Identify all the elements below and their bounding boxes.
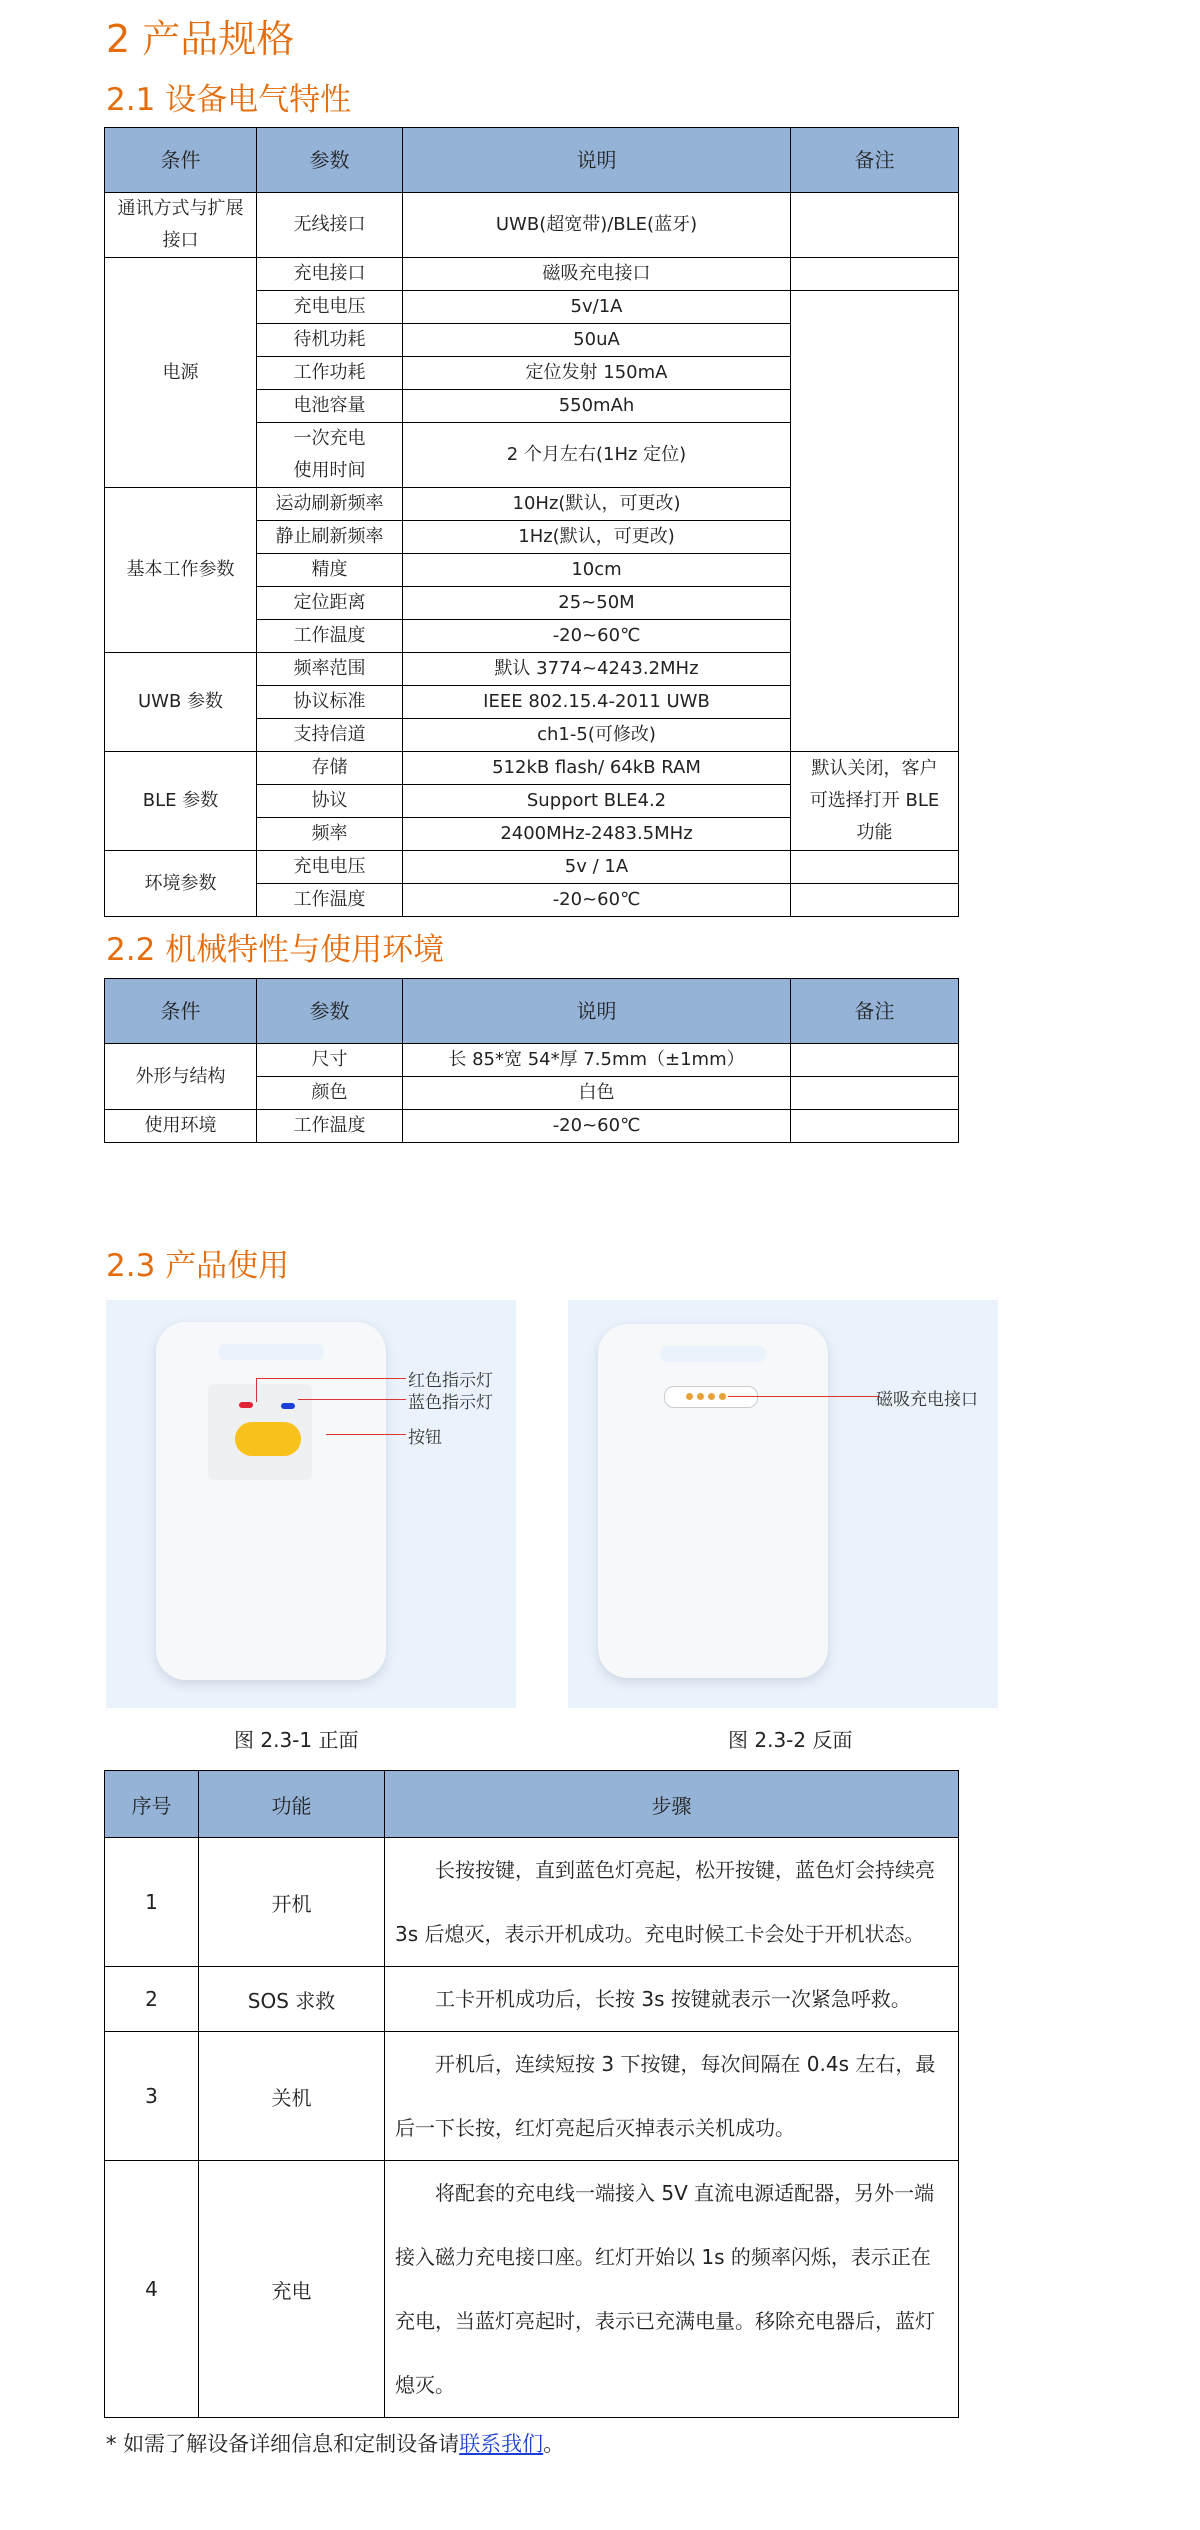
param-cell: 充电接口 [257, 258, 403, 291]
value-cell: 10cm [403, 554, 791, 587]
value-cell: 2 个月左右(1Hz 定位) [403, 423, 791, 488]
table-header-row [105, 979, 959, 1044]
header-description: 说明 [403, 128, 791, 193]
section-heading: 2 产品规格 [106, 17, 295, 61]
value-cell: 2400MHz-2483.5MHz [403, 818, 791, 851]
step-number: 2 [105, 1967, 199, 2032]
param-cell: 静止刷新频率 [257, 521, 403, 554]
table-header-row [105, 128, 959, 193]
remark-cell [791, 1110, 959, 1143]
red-led-label: 红色指示灯 [408, 1371, 493, 1391]
param-cell: 协议标准 [257, 686, 403, 719]
value-cell: IEEE 802.15.4-2011 UWB [403, 686, 791, 719]
front-view-image [106, 1300, 516, 1708]
param-cell: 存储 [257, 752, 403, 785]
header-number: 序号 [105, 1771, 199, 1838]
param-cell: 协议 [257, 785, 403, 818]
header-description: 说明 [403, 979, 791, 1044]
remark-cell [791, 291, 959, 752]
category-cell: 外形与结构 [105, 1044, 257, 1110]
step-text: 长按按键，直到蓝色灯亮起，松开按键，蓝色灯会持续亮3s 后熄灭，表示开机成功。充电时候工卡会处于开机状态。 [385, 1838, 959, 1967]
step-number: 3 [105, 2032, 199, 2161]
header-condition: 条件 [105, 128, 257, 193]
category-cell: 通讯方式与扩展接口 [105, 193, 257, 258]
step-number: 1 [105, 1838, 199, 1967]
value-cell: 5v/1A [403, 291, 791, 324]
value-cell: -20~60℃ [403, 1110, 791, 1143]
remark-cell [791, 193, 959, 258]
power-button[interactable] [235, 1422, 301, 1456]
value-cell: Support BLE4.2 [403, 785, 791, 818]
param-cell: 充电电压 [257, 851, 403, 884]
param-cell: 尺寸 [257, 1044, 403, 1077]
step-text: 将配套的充电线一端接入 5V 直流电源适配器，另外一端接入磁力充电接口座。红灯开始以 1s 的频率闪烁，表示正在充电，当蓝灯亮起时，表示已充满电量。移除充电器后，蓝灯熄灭。 [385, 2161, 959, 2418]
category-cell: 使用环境 [105, 1110, 257, 1143]
value-cell: -20~60℃ [403, 620, 791, 653]
table-row [105, 258, 959, 291]
callout-line [326, 1434, 406, 1435]
value-cell: 25~50M [403, 587, 791, 620]
remark-cell [791, 851, 959, 884]
remark-cell [791, 1044, 959, 1077]
header-condition: 条件 [105, 979, 257, 1044]
usage-steps-table [104, 1770, 959, 2418]
value-cell: 550mAh [403, 390, 791, 423]
table-row [105, 2032, 959, 2161]
lanyard-slot [660, 1346, 766, 1362]
section-2-3-title: 2.3 产品使用 [106, 1248, 290, 1284]
table-row [105, 1838, 959, 1967]
value-cell: 5v / 1A [403, 851, 791, 884]
back-caption: 图 2.3-2 反面 [728, 1728, 853, 1752]
value-cell: -20~60℃ [403, 884, 791, 917]
param-cell: 运动刷新频率 [257, 488, 403, 521]
param-cell: 颜色 [257, 1077, 403, 1110]
category-cell: 电源 [105, 258, 257, 488]
step-function: SOS 求救 [199, 1967, 385, 2032]
table-row [105, 851, 959, 884]
footnote-suffix: 。 [543, 2432, 565, 2456]
pin-icon [697, 1393, 704, 1400]
callout-line [256, 1378, 257, 1402]
header-remark: 备注 [791, 128, 959, 193]
step-text: 工卡开机成功后，长按 3s 按键就表示一次紧急呼救。 [385, 1967, 959, 2032]
step-function: 关机 [199, 2032, 385, 2161]
param-cell: 无线接口 [257, 193, 403, 258]
value-cell: 512kB flash/ 64kB RAM [403, 752, 791, 785]
mechanical-spec-table [104, 978, 959, 1143]
param-cell: 频率范围 [257, 653, 403, 686]
table-header-row [105, 1771, 959, 1838]
step-function: 开机 [199, 1838, 385, 1967]
param-cell: 定位距离 [257, 587, 403, 620]
category-cell: BLE 参数 [105, 752, 257, 851]
footnote [106, 2428, 564, 2458]
param-cell: 支持信道 [257, 719, 403, 752]
category-cell: 基本工作参数 [105, 488, 257, 653]
blue-led-icon [281, 1403, 295, 1409]
table-row [105, 1967, 959, 2032]
header-steps: 步骤 [385, 1771, 959, 1838]
table-row [105, 1044, 959, 1077]
step-text: 开机后，连续短按 3 下按键，每次间隔在 0.4s 左右，最后一下长按，红灯亮起后灭掉表示关机成功。 [385, 2032, 959, 2161]
front-caption: 图 2.3-1 正面 [234, 1728, 359, 1752]
param-cell: 工作温度 [257, 884, 403, 917]
button-label: 按钮 [408, 1428, 442, 1448]
param-cell: 精度 [257, 554, 403, 587]
table-row [105, 752, 959, 785]
header-remark: 备注 [791, 979, 959, 1044]
footnote-text: * 如需了解设备详细信息和定制设备请 [106, 2432, 460, 2456]
value-cell: 50uA [403, 324, 791, 357]
value-cell: 1Hz(默认，可更改) [403, 521, 791, 554]
pin-icon [686, 1393, 693, 1400]
remark-cell [791, 884, 959, 917]
param-cell: 一次充电使用时间 [257, 423, 403, 488]
table-row [105, 1110, 959, 1143]
section-2-1-title: 2.1 设备电气特性 [106, 82, 352, 118]
blue-led-label: 蓝色指示灯 [408, 1393, 493, 1413]
card-back [598, 1324, 828, 1678]
remark-cell: 默认关闭，客户可选择打开 BLE 功能 [791, 752, 959, 851]
value-cell: 定位发射 150mA [403, 357, 791, 390]
param-cell: 频率 [257, 818, 403, 851]
param-cell: 工作功耗 [257, 357, 403, 390]
header-function: 功能 [199, 1771, 385, 1838]
value-cell: 白色 [403, 1077, 791, 1110]
card-front [156, 1322, 386, 1680]
param-cell: 待机功耗 [257, 324, 403, 357]
param-cell: 工作温度 [257, 620, 403, 653]
callout-line [256, 1378, 406, 1379]
value-cell: 10Hz(默认，可更改) [403, 488, 791, 521]
lanyard-slot [218, 1344, 324, 1360]
value-cell: 长 85*宽 54*厚 7.5mm（±1mm） [403, 1044, 791, 1077]
section-2-2-title: 2.2 机械特性与使用环境 [106, 932, 445, 968]
charge-port-label: 磁吸充电接口 [876, 1390, 978, 1410]
table-row [105, 193, 959, 258]
callout-line [298, 1399, 406, 1400]
param-cell: 电池容量 [257, 390, 403, 423]
category-cell: UWB 参数 [105, 653, 257, 752]
param-cell: 工作温度 [257, 1110, 403, 1143]
value-cell: 磁吸充电接口 [403, 258, 791, 291]
back-view-image [568, 1300, 998, 1708]
contact-us-link[interactable]: 联系我们 [459, 2432, 544, 2456]
value-cell: ch1-5(可修改) [403, 719, 791, 752]
electrical-spec-table [104, 127, 959, 917]
callout-line [728, 1396, 880, 1397]
category-cell: 环境参数 [105, 851, 257, 917]
remark-cell [791, 258, 959, 291]
pin-icon [719, 1393, 726, 1400]
step-function: 充电 [199, 2161, 385, 2418]
header-parameter: 参数 [257, 979, 403, 1044]
value-cell: UWB(超宽带)/BLE(蓝牙) [403, 193, 791, 258]
remark-cell [791, 1077, 959, 1110]
header-parameter: 参数 [257, 128, 403, 193]
table-row [105, 2161, 959, 2418]
pin-icon [708, 1393, 715, 1400]
red-led-icon [239, 1402, 253, 1408]
param-cell: 充电电压 [257, 291, 403, 324]
step-number: 4 [105, 2161, 199, 2418]
value-cell: 默认 3774~4243.2MHz [403, 653, 791, 686]
